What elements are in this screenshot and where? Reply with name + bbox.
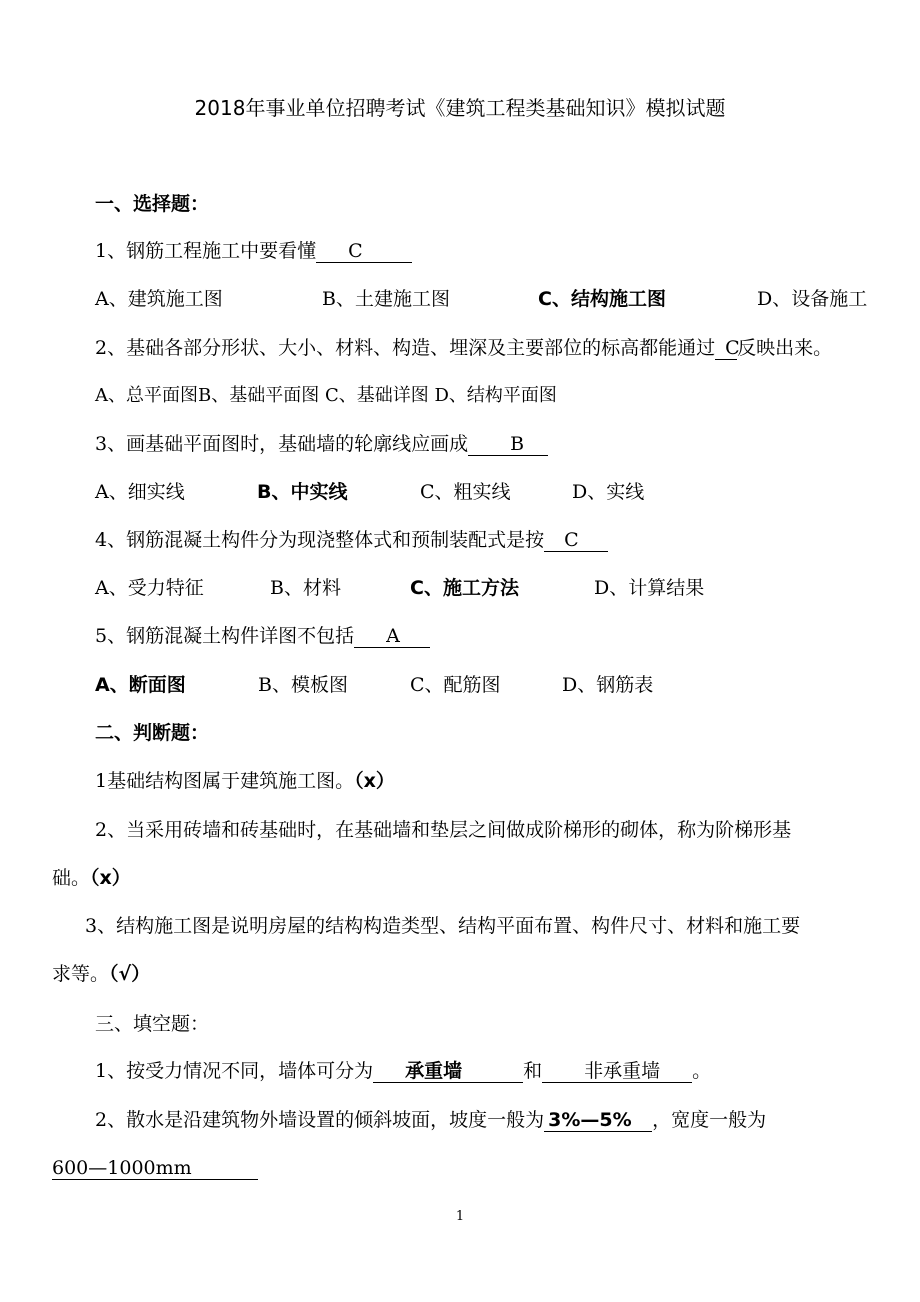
question-3-text: 3、画基础平面图时，基础墙的轮廓线应画成: [95, 433, 469, 455]
judgement-3-text-end: 求等。: [52, 963, 110, 985]
fill-2-mid: ，宽度一般为: [652, 1109, 767, 1131]
section-heading-judgement: 二、判断题：: [95, 722, 210, 744]
page-title: 2018年事业单位招聘考试《建筑工程类基础知识》模拟试题: [194, 96, 726, 120]
fill-1-text: 1、按受力情况不同，墙体可分为: [95, 1060, 374, 1082]
page-number: 1: [455, 1209, 465, 1224]
q4-option-b: B、材料: [270, 577, 341, 599]
question-1-answer: C: [316, 240, 412, 263]
question-2: [95, 335, 832, 361]
question-1: [95, 238, 412, 264]
fill-1-answer-2: 非承重墙: [542, 1060, 692, 1083]
q4-option-d: D、计算结果: [594, 577, 705, 599]
fill-2-answer-2: 600—1000mm: [52, 1157, 258, 1180]
fill-2-line-1: [95, 1107, 766, 1133]
question-2-after: 反映出来。: [737, 337, 833, 359]
section-heading-choice: 一、选择题：: [95, 193, 210, 215]
judgement-1-text: 1基础结构图属于建筑施工图。: [95, 770, 355, 792]
fill-2-text: 2、散水是沿建筑物外墙设置的倾斜坡面，坡度一般为: [95, 1109, 545, 1131]
q5-option-a: A、断面图: [95, 674, 186, 696]
q3-option-c: C、粗实线: [420, 481, 511, 503]
q4-option-a: A、受力特征: [95, 577, 204, 599]
q2-options: A、总平面图B、基础平面图 C、基础详图 D、结构平面图: [95, 385, 557, 406]
question-2-answer: C: [715, 337, 737, 360]
question-4-text: 4、钢筋混凝土构件分为现浇整体式和预制装配式是按: [95, 529, 545, 551]
q5-option-c: C、配筋图: [410, 674, 501, 696]
question-4-answer: C: [544, 529, 608, 552]
q5-option-d: D、钢筋表: [562, 674, 654, 696]
q1-option-d: D、设备施工: [757, 288, 868, 310]
question-3-answer: B: [468, 433, 548, 456]
fill-1: [95, 1058, 711, 1084]
q3-option-d: D、实线: [572, 481, 645, 503]
judgement-3-line-1: 3、结构施工图是说明房屋的结构构造类型、结构平面布置、构件尺寸、材料和施工要: [85, 915, 801, 937]
judgement-3-mark: （√）: [109, 963, 151, 985]
fill-2-line-2: [52, 1155, 258, 1181]
question-5: [95, 623, 430, 649]
q4-option-c: C、施工方法: [410, 577, 519, 599]
judgement-2-line-1: 2、当采用砖墙和砖基础时，在基础墙和垫层之间做成阶梯形的砌体，称为阶梯形基: [95, 819, 792, 841]
q3-option-a: A、细实线: [95, 481, 185, 503]
question-4: [95, 527, 608, 553]
fill-1-answer-1: 承重墙: [373, 1060, 523, 1083]
question-1-text: 1、钢筋工程施工中要看懂: [95, 240, 317, 262]
section-heading-fill: 三、填空题：: [95, 1013, 210, 1035]
fill-2-answer-1: 3%—5%: [544, 1109, 652, 1132]
question-2-text: 2、基础各部分形状、大小、材料、构造、埋深及主要部位的标高都能通过: [95, 337, 716, 359]
q1-option-b: B、土建施工图: [322, 288, 450, 310]
judgement-2-line-2: [52, 865, 131, 891]
q3-option-b: B、中实线: [257, 481, 348, 503]
fill-1-joiner: 和: [523, 1060, 543, 1082]
q1-option-a: A、建筑施工图: [95, 288, 223, 310]
judgement-2-mark: （x）: [90, 867, 131, 889]
judgement-1-mark: （x）: [354, 770, 395, 792]
judgement-2-text-end: 础。: [52, 867, 91, 889]
judgement-3-line-2: [52, 961, 150, 987]
q5-option-b: B、模板图: [258, 674, 348, 696]
judgement-1: [95, 768, 395, 794]
fill-1-end: 。: [692, 1060, 712, 1082]
question-5-answer: A: [354, 625, 430, 648]
question-3: [95, 431, 548, 457]
q1-option-c: C、结构施工图: [538, 288, 666, 310]
question-5-text: 5、钢筋混凝土构件详图不包括: [95, 625, 355, 647]
